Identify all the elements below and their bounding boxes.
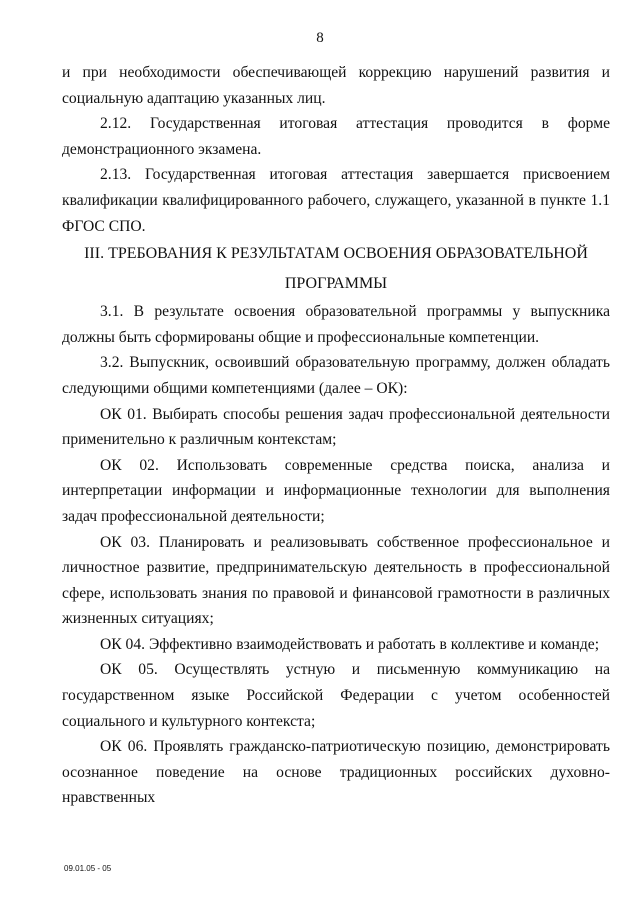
- paragraph-2-13: 2.13. Государственная итоговая аттестация завершается присвоением квалификации квалифицированного рабочего, служащего, указанной в пункте 1.1 ФГОС СПО.: [62, 166, 610, 235]
- competency-ok-05: ОК 05. Осуществлять устную и письменную коммуникацию на государственном языке Российской Федерации с учетом особенностей социального и культурного контекста;: [62, 661, 610, 730]
- paragraph-continuation: и при необходимости обеспечивающей коррекцию нарушений развития и социальную адаптацию указанных лиц.: [62, 64, 610, 107]
- paragraph-2-12: 2.12. Государственная итоговая аттестация проводится в форме демонстрационного экзамена.: [62, 115, 610, 158]
- competency-ok-01: ОК 01. Выбирать способы решения задач профессиональной деятельности применительно к различным контекстам;: [62, 405, 610, 449]
- competency-ok-04: ОК 04. Эффективно взаимодействовать и работать в коллективе и команде;: [100, 635, 600, 653]
- competency-ok-03: ОК 03. Планировать и реализовывать собственное профессиональное и личностное развитие, предпринимательскую деятельность в профессиональной сфере, использовать знания по правовой и финансовой грамотности в различных жизненных ситуациях;: [62, 533, 610, 628]
- section-heading: III. ТРЕБОВАНИЯ К РЕЗУЛЬТАТАМ ОСВОЕНИЯ ОБРАЗОВАТЕЛЬНОЙ ПРОГРАММЫ: [84, 245, 588, 293]
- page-number: 8: [316, 30, 324, 46]
- competency-ok-02: ОК 02. Использовать современные средства поиска, анализа и интерпретации информации и информационные технологии для выполнения задач профессиональной деятельности;: [62, 456, 610, 525]
- footer-document-code: 09.01.05 - 05: [64, 864, 112, 873]
- paragraph-3-1: 3.1. В результате освоения образовательной программы у выпускника должны быть сформированы общие и профессиональные компетенции.: [62, 303, 610, 346]
- competency-ok-06: ОК 06. Проявлять гражданско-патриотическую позицию, демонстрировать осознанное поведение на основе традиционных российских духовно-нравственных: [62, 738, 610, 807]
- paragraph-3-2: 3.2. Выпускник, освоивший образовательную программу, должен обладать следующими общими компетенциями (далее – ОК):: [62, 354, 610, 397]
- document-body: [62, 60, 610, 811]
